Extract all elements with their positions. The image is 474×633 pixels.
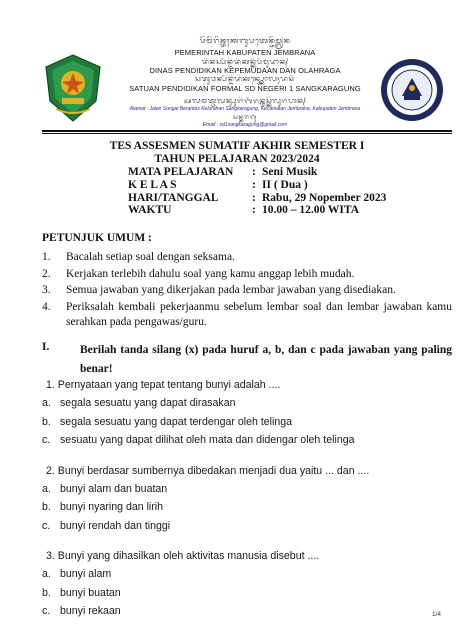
- answer-option[interactable]: [42, 565, 452, 584]
- section-instruction: Berilah tanda silang (x) pada huruf a, b, dan c pada jawaban yang paling benar!: [80, 344, 452, 375]
- info-label: MATA PELAJARAN: [128, 166, 234, 178]
- exam-title: TES ASSESMEN SUMATIF AKHIR SEMESTER I: [109, 140, 365, 152]
- instruction-item: [42, 300, 452, 329]
- option-letter: b.: [42, 415, 51, 428]
- school-email: Email : sd1sangkaragung@gmail.com: [202, 122, 288, 128]
- letterhead-script-2: ᬤᬶᬦᬲ᭄ᬧᭂᬦ᭄ᬤᬶᬤᬶᬓᬦ᭄ᬓᭂᬧᭂᬫᬸᬤᬵᬦ᭄: [201, 58, 289, 66]
- option-letter: a.: [42, 482, 51, 495]
- option-letter: c.: [42, 605, 51, 617]
- answer-option[interactable]: [42, 602, 452, 621]
- question-text: 3. Bunyi yang dihasilkan oleh aktivitas manusia disebut ....: [46, 550, 320, 562]
- option-text: sesuatu yang dapat dilihat oleh mata dan didengar oleh telinga: [60, 434, 355, 446]
- info-value: 10.00 – 12.00 WITA: [262, 204, 360, 217]
- instruction-item: [42, 250, 452, 265]
- academic-year: TAHUN PELAJARAN 2023/2024: [154, 153, 320, 165]
- info-label: HARI/TANGGAL: [128, 191, 219, 204]
- answer-option[interactable]: [42, 517, 452, 536]
- info-label: K E L A S: [128, 178, 177, 191]
- instruction-number: 1.: [42, 251, 51, 263]
- answer-option[interactable]: [42, 584, 452, 603]
- page-number: 1/4: [432, 611, 442, 618]
- answer-option[interactable]: [42, 431, 452, 450]
- letterhead-divider-thin: [42, 133, 452, 134]
- section-heading: [42, 341, 452, 379]
- info-colon: :: [252, 204, 256, 217]
- answer-option[interactable]: [42, 498, 452, 517]
- school-address: Alamat : Jalan Sungai Berantas Kelurahan Sangkaragung, Kecamatan Jembrana, Kabupaten Jembrana: [129, 106, 361, 112]
- instruction-text: Periksalah kembali pekerjaanmu sebelum lembar soal dan lembar jawaban kamu serahkan pada pengawas/guru.: [66, 301, 452, 328]
- question-item: [42, 462, 452, 536]
- answer-option[interactable]: [42, 413, 452, 432]
- option-letter: b.: [42, 501, 51, 513]
- question-text: 1. Pernyataan yang tepat tentang bunyi adalah ....: [46, 379, 281, 391]
- answer-option[interactable]: [42, 480, 452, 499]
- option-text: bunyi rekaan: [60, 605, 121, 617]
- option-text: segala sesuatu yang dapat dirasakan: [60, 397, 236, 409]
- instruction-text: Kerjakan terlebih dahulu soal yang kamu anggap lebih mudah.: [66, 267, 355, 280]
- info-colon: :: [252, 178, 256, 191]
- school-name: SATUAN PENDIDIKAN FORMAL SD NEGERI 1 SANGKARAGUNG: [129, 84, 361, 93]
- option-letter: a.: [42, 568, 51, 580]
- info-colon: :: [252, 166, 256, 178]
- letterhead-script-3: ᬲᬢᬸᬯᬦ᭄ᬧᭂᬦ᭄ᬤᬶᬤᬶᬓᬦ᭄ᬲ᭄ᬓᭀᬮᬄᬤᬲᬃ: [195, 75, 295, 83]
- option-text: bunyi nyaring dan lirih: [60, 501, 164, 513]
- option-text: bunyi alam: [60, 568, 112, 580]
- agency-name: DINAS PENDIDIKAN KEPEMUDAAN DAN OLAHRAGA: [149, 66, 341, 75]
- instruction-number: 4.: [42, 301, 51, 314]
- letterhead-script-4: ᬅᬮᬫᬢ᭄ᬚᬮᬦ᭄ᬲᬸᬗᬶᬩᭂᬭᬦ᭄ᬢᬲ᭄ᬓᭂᬮᬸᬭᬳᬦ᭄: [183, 97, 307, 105]
- info-value: Seni Musik: [262, 166, 318, 178]
- answer-option[interactable]: [42, 394, 452, 413]
- info-colon: :: [252, 191, 256, 204]
- option-text: bunyi alam dan buatan: [60, 482, 168, 495]
- option-letter: c.: [42, 434, 51, 446]
- instruction-text: Semua jawaban yang dikerjakan pada lembar jawaban yang disediakan.: [66, 284, 396, 297]
- question-text: 2. Bunyi berdasar sumbernya dibedakan menjadi dua yaitu ... dan ....: [46, 464, 370, 477]
- instruction-item: [42, 267, 452, 282]
- info-value: Rabu, 29 Nopember 2023: [262, 191, 387, 204]
- info-value: II ( Dua ): [262, 178, 308, 191]
- instruction-item: [42, 283, 452, 298]
- question-list: [42, 376, 452, 633]
- question-item: [42, 547, 452, 621]
- option-letter: b.: [42, 586, 51, 599]
- option-text: bunyi rendah dan tinggi: [60, 519, 171, 532]
- option-letter: c.: [42, 519, 51, 532]
- question-item: [42, 376, 452, 450]
- letterhead-script-5: ᬲᬦ᭄ᬓᬭᬕᬸᬂ: [233, 114, 257, 121]
- option-text: bunyi buatan: [60, 586, 121, 599]
- government-name: PEMERINTAH KABUPATEN JEMBRANA: [174, 48, 316, 57]
- instruction-number: 3.: [42, 284, 51, 297]
- instructions-list: [42, 250, 452, 331]
- instruction-text: Bacalah setiap soal dengan seksama.: [66, 251, 235, 263]
- option-text: segala sesuatu yang dapat terdengar oleh telinga: [60, 415, 293, 428]
- instruction-number: 2.: [42, 267, 51, 280]
- letterhead-script-1: ᬧᭂᬫᭂᬭᬶᬦ᭄ᬢᬄᬓᬩᬸᬧᬢᬾᬦ᭄ᬚᭂᬫ᭄ᬩ᭄ᬭᬦ: [199, 36, 291, 45]
- jembrana-emblem-logo: [42, 53, 104, 123]
- info-label: WAKTU: [128, 204, 172, 217]
- section-number: I.: [42, 341, 50, 353]
- letterhead-divider-thick: [42, 130, 452, 132]
- option-letter: a.: [42, 397, 51, 409]
- instructions-heading: PETUNJUK UMUM :: [42, 232, 152, 244]
